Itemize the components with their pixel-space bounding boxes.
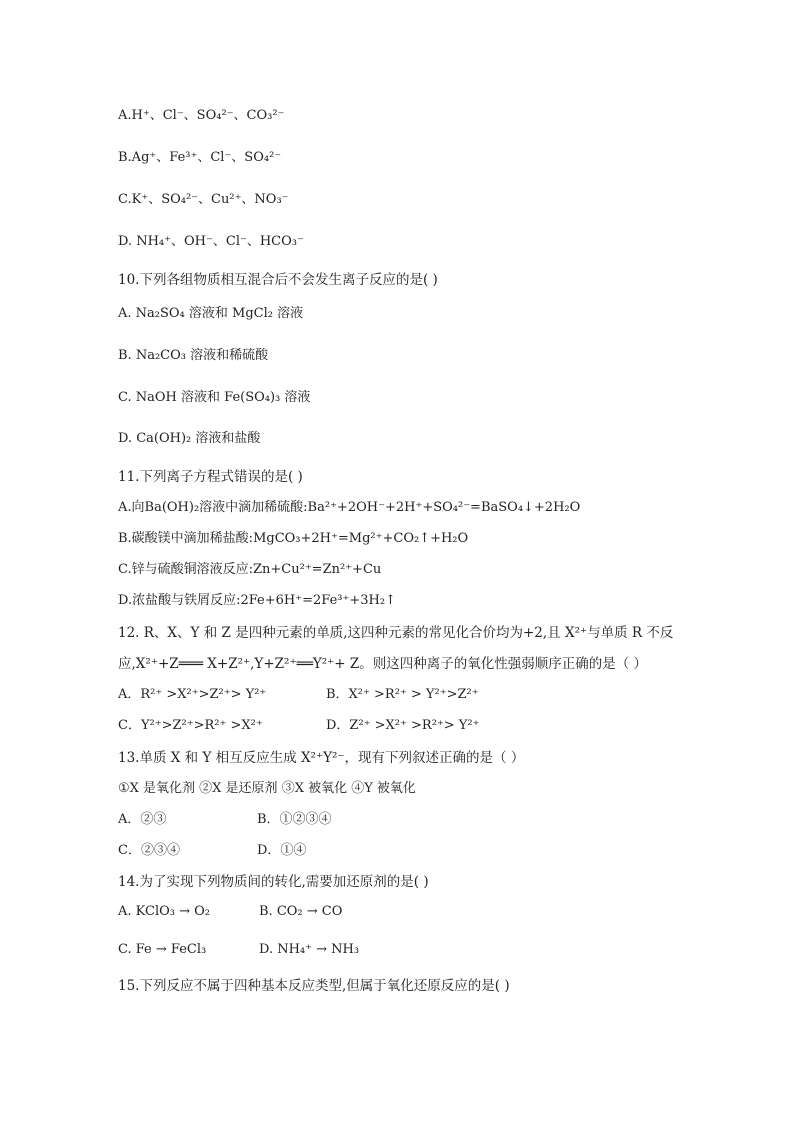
q14-option-a: A. KClO₃ → O₂ (118, 904, 211, 919)
q13-option-b: B．①②③④ (257, 812, 332, 827)
q11-option-c: C.锌与硫酸铜溶液反应:Zn+Cu²⁺=Zn²⁺+Cu (118, 562, 382, 577)
q9-option-a: A.H⁺、Cl⁻、SO₄²⁻、CO₃²⁻ (118, 108, 285, 123)
q10-option-b: B. Na₂CO₃ 溶液和稀硫酸 (118, 348, 269, 363)
q14-option-c: C. Fe → FeCl₃ (118, 942, 207, 957)
q11-stem: 11.下列离子方程式错误的是( ) (118, 469, 303, 485)
q13-option-d: D．①④ (257, 843, 307, 858)
q15-stem: 15.下列反应不属于四种基本反应类型,但属于氧化还原反应的是( ) (118, 978, 510, 994)
q11-option-a: A.向Ba(OH)₂溶液中滴加稀硫酸:Ba²⁺+2OH⁻+2H⁺+SO₄²⁻=BaSO₄↓+2H₂O (118, 500, 581, 515)
q9-option-c: C.K⁺、SO₄²⁻、Cu²⁺、NO₃⁻ (118, 192, 289, 207)
q10-option-c: C. NaOH 溶液和 Fe(SO₄)₃ 溶液 (118, 390, 311, 405)
q11-option-b: B.碳酸镁中滴加稀盐酸:MgCO₃+2H⁺=Mg²⁺+CO₂↑+H₂O (118, 531, 469, 546)
q12-option-a: A．R²⁺ >X²⁺>Z²⁺> Y²⁺ (118, 687, 267, 702)
q12-option-c: C．Y²⁺>Z²⁺>R²⁺ >X²⁺ (118, 718, 263, 733)
q12-stem-line2: 应,X²⁺+Z═══ X+Z²⁺,Y+Z²⁺══Y²⁺+ Z。则这四种离子的氧化性强弱顺序正确的是（ ） (118, 656, 648, 672)
q13-items: ①X 是氧化剂 ②X 是还原剂 ③X 被氧化 ④Y 被氧化 (118, 781, 416, 796)
q13-option-c: C．②③④ (118, 843, 180, 858)
q10-stem: 10.下列各组物质相互混合后不会发生离子反应的是( ) (118, 272, 438, 288)
q9-option-d: D. NH₄⁺、OH⁻、Cl⁻、HCO₃⁻ (118, 234, 304, 249)
q14-option-d: D. NH₄⁺ → NH₃ (259, 942, 360, 957)
q12-stem-line1: 12. R、X、Y 和 Z 是四种元素的单质,这四种元素的常见化合价均为+2,且 X²⁺与单质 R 不反 (118, 625, 674, 641)
q11-option-d: D.浓盐酸与铁屑反应:2Fe+6H⁺=2Fe³⁺+3H₂↑ (118, 593, 396, 608)
q13-option-a: A．②③ (118, 812, 167, 827)
q9-option-b: B.Ag⁺、Fe³⁺、Cl⁻、SO₄²⁻ (118, 150, 282, 165)
q12-option-d: D．Z²⁺ >X²⁺ >R²⁺> Y²⁺ (326, 718, 480, 733)
q14-stem: 14.为了实现下列物质间的转化,需要加还原剂的是( ) (118, 874, 429, 890)
q13-stem: 13.单质 X 和 Y 相互反应生成 X²⁺Y²⁻，现有下列叙述正确的是（ ） (118, 750, 525, 766)
q14-option-b: B. CO₂ → CO (259, 904, 343, 919)
q12-option-b: B．X²⁺ >R²⁺ > Y²⁺>Z²⁺ (326, 687, 479, 702)
q10-option-d: D. Ca(OH)₂ 溶液和盐酸 (118, 431, 261, 446)
q10-option-a: A. Na₂SO₄ 溶液和 MgCl₂ 溶液 (118, 306, 304, 321)
